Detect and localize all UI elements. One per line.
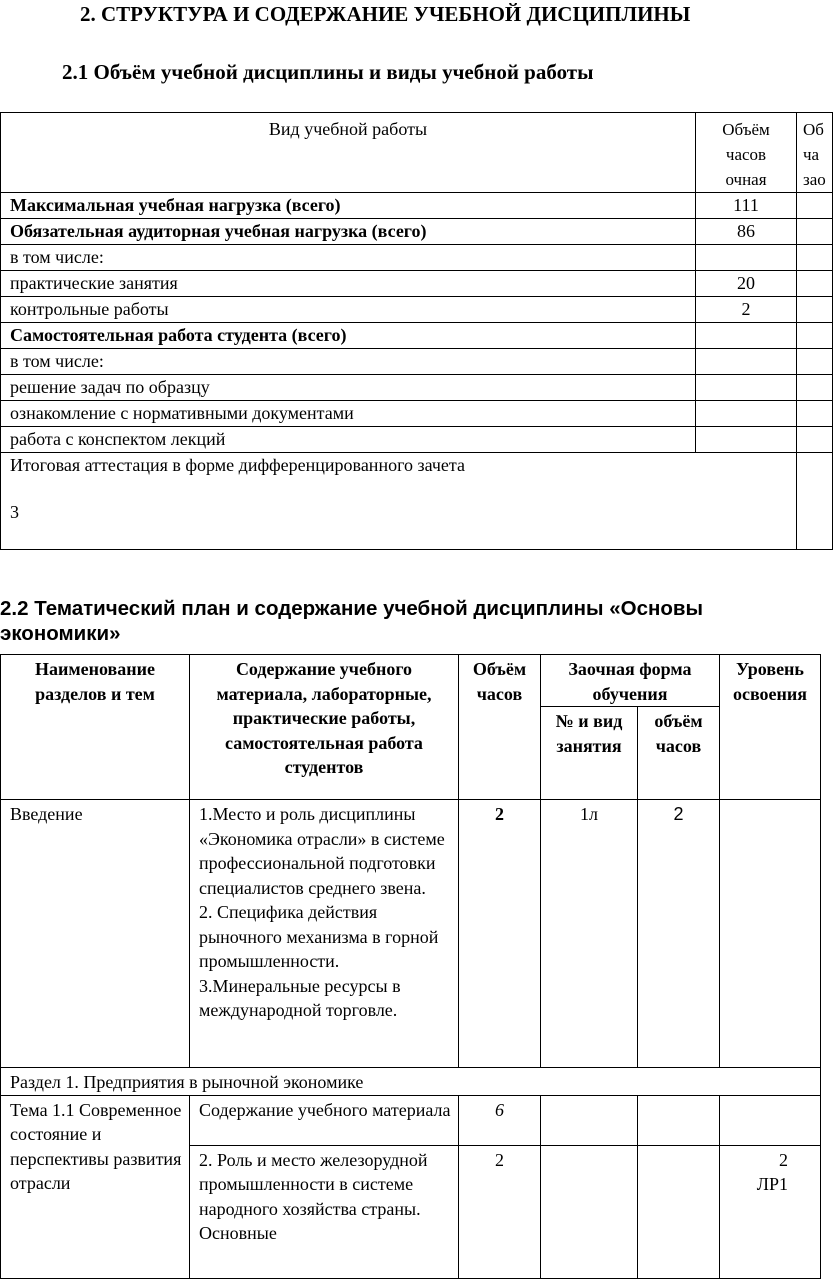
topic-item-level-code: ЛР1 [756,1174,788,1194]
table-row [1,193,833,219]
row-value [696,245,797,271]
row-extra [797,219,833,245]
topic-content-label: Содержание учебного материала [190,1095,459,1145]
row-label: в том числе: [1,349,696,375]
header-lesson-hours: объём часов [638,707,720,800]
row-value: 86 [696,219,797,245]
topic-item-level-value: 2 [779,1149,788,1170]
topic-hours-total: 6 [459,1095,541,1145]
row-extra [797,349,833,375]
header-sections: Наименование разделов и тем [1,655,190,800]
header-distance-learning: Заочная форма обучения [541,655,720,707]
table-row [1,245,833,271]
plan-row-section [1,1068,821,1096]
row-label: ознакомление с нормативными документами [1,401,696,427]
row-label: контрольные работы [1,297,696,323]
row-extra [797,427,833,453]
plan-header-row-1 [1,655,821,707]
plan-row-intro [1,800,821,1068]
row-extra [797,375,833,401]
topic-item-content: 2. Роль и место железорудной промышленности в системе народного хозяйства страны. Основные [190,1145,459,1278]
intro-hours: 2 [459,800,541,1068]
header-lesson-type: № и вид занятия [541,707,638,800]
plan-row-topic-header [1,1095,821,1145]
row-label: работа с конспектом лекций [1,427,696,453]
row-value: 2 [696,297,797,323]
table-row-final-assessment [1,453,833,550]
header-hours: Объём часов [459,655,541,800]
topic-item-lesson [541,1145,638,1278]
topic-level [720,1095,821,1145]
header-hours-line-3: очная [725,170,767,189]
section-title-volume: 2.1 Объём учебной дисциплины и виды учебной работы [62,60,594,84]
header-hours-line-2: часов [725,145,767,164]
table-row [1,401,833,427]
intro-content-item: 2. Специфика действия рыночного механизма в горной промышленности. [199,902,439,971]
header-hours-part-time [797,113,833,193]
row-value [696,349,797,375]
intro-lesson-hours: 2 [638,800,720,1068]
final-assessment-value: 3 [10,502,19,522]
row-label: Самостоятельная работа студента (всего) [1,323,696,349]
topic-name: Тема 1.1 Современное состояние и перспективы развития отрасли [1,1095,190,1278]
row-value [696,401,797,427]
table-row [1,219,833,245]
intro-lesson: 1л [541,800,638,1068]
row-label: практические занятия [1,271,696,297]
table-row [1,349,833,375]
header-work-type: Вид учебной работы [1,113,696,193]
row-value: 111 [696,193,797,219]
intro-content-item: 1.Место и роль дисциплины «Экономика отрасли» в системе профессиональной подготовки специалистов среднего звена. [199,804,445,898]
final-assessment-label: Итоговая аттестация в форме дифференцированного зачета [10,455,466,475]
row-value [696,375,797,401]
header-part-line-3: зао [803,170,826,189]
table-row [1,297,833,323]
topic-item-lesson-hours [638,1145,720,1278]
topic-lesson [541,1095,638,1145]
row-extra [797,245,833,271]
header-part-line-1: Об [803,120,824,139]
row-extra [797,271,833,297]
table-row [1,271,833,297]
row-label: Обязательная аудиторная учебная нагрузка (всего) [1,219,696,245]
intro-name: Введение [1,800,190,1068]
page-title: 2. СТРУКТУРА И СОДЕРЖАНИЕ УЧЕБНОЙ ДИСЦИПЛИНЫ [80,2,691,26]
topic-item-hours: 2 [459,1145,541,1278]
table-row [1,323,833,349]
intro-content-item: 3.Минеральные ресурсы в международной торговле. [199,975,401,1020]
intro-content [190,800,459,1068]
topic-lesson-hours [638,1095,720,1145]
row-value: 20 [696,271,797,297]
row-extra [797,453,833,550]
intro-level [720,800,821,1068]
workload-table-header [1,113,833,193]
thematic-plan-table [0,654,821,1279]
row-extra [797,193,833,219]
table-row [1,427,833,453]
row-extra [797,297,833,323]
row-extra [797,323,833,349]
topic-item-level [720,1145,821,1278]
section-title-plan: 2.2 Тематический план и содержание учебной дисциплины «Основы экономики» [0,597,703,645]
row-value [696,427,797,453]
row-value [696,323,797,349]
row-label: в том числе: [1,245,696,271]
final-assessment-cell [1,453,797,550]
section-1-title: Раздел 1. Предприятия в рыночной экономике [1,1068,821,1096]
header-hours-full-time [696,113,797,193]
header-content: Содержание учебного материала, лабораторные, практические работы, самостоятельная работа студентов [190,655,459,800]
header-part-line-2: ча [803,145,820,164]
header-hours-line-1: Объём [722,120,770,139]
workload-table [0,112,833,550]
table-row [1,375,833,401]
row-extra [797,401,833,427]
row-label: решение задач по образцу [1,375,696,401]
row-label: Максимальная учебная нагрузка (всего) [1,193,696,219]
header-mastery-level: Уровень освоения [720,655,821,800]
